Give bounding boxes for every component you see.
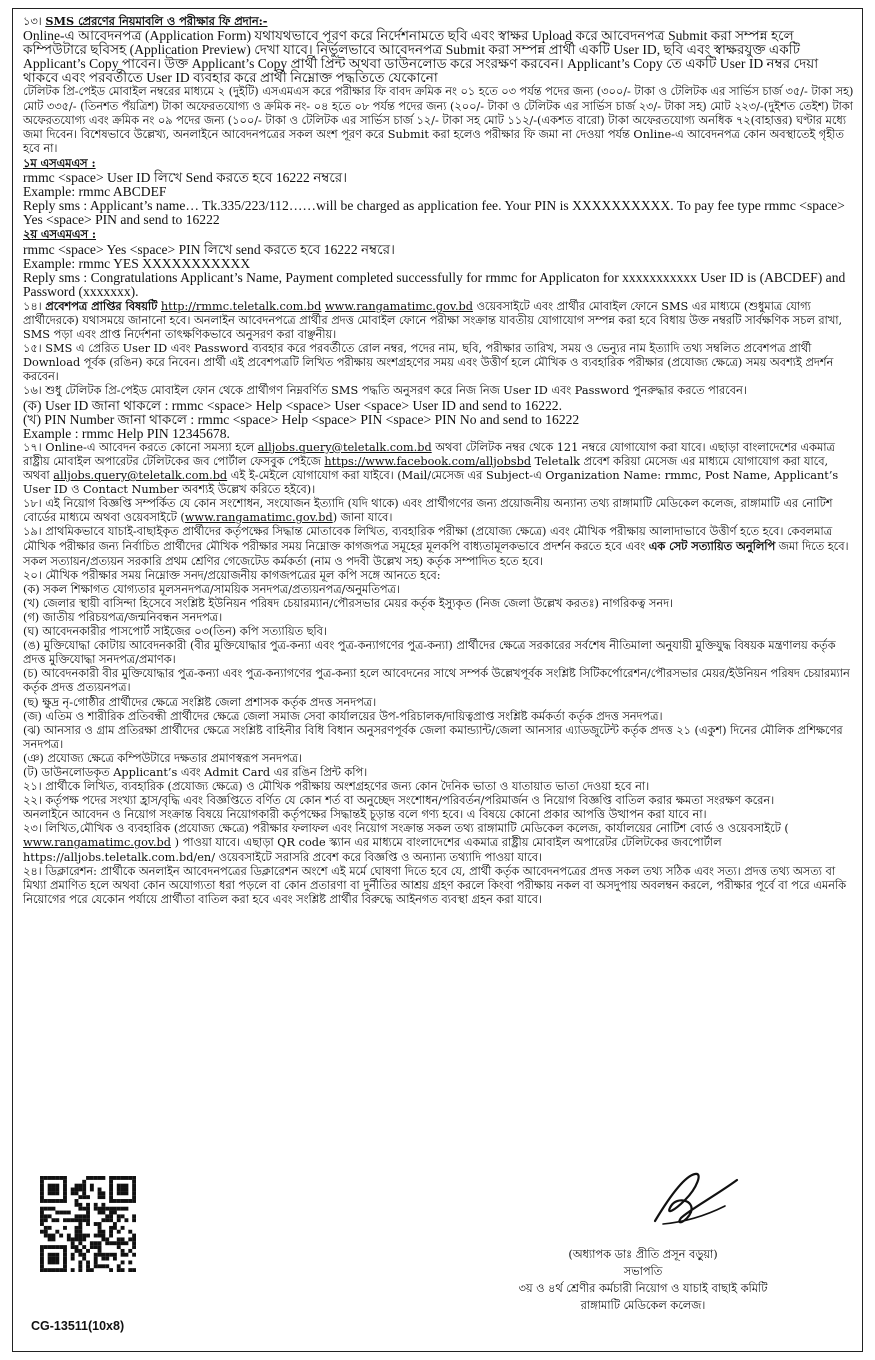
paragraph-text: (গ) জাতীয় পরিচয়পত্র/জন্মনিবন্ধন সনদপত্র। [23, 610, 223, 624]
notice-paragraph [23, 227, 854, 242]
paragraph-text: ১৪। [23, 299, 46, 313]
notice-paragraph [23, 14, 854, 29]
notice-paragraph [23, 569, 854, 583]
link-text[interactable]: www.rangamatimc.gov.bd [23, 836, 171, 850]
notice-paragraph [23, 597, 854, 611]
committee-name: ৩য় ও ৪র্থ শ্রেণীর কর্মচারী নিয়োগ ও যাচাই বাছাই কমিটি [518, 1282, 768, 1295]
paragraph-text: ২০। মৌখিক পরীক্ষার সময় নিম্নোক্ত সনদ/প্রয়োজনীয় কাগজপত্রের মূল কপি সঙ্গে আনতে হবে: [23, 568, 441, 582]
notice-paragraph [23, 780, 854, 794]
paragraph-text: ওয়েবসাইটে এবং প্রার্থীর মোবাইল ফোনে SMS এর মাধ্যমে (শুধুমাত্র যোগ্য প্রার্থীদেরকে) যথাসময়ে জানানো হবে। অনলাইন আবেদনপত্রে প্রার্থীর প্রদত্ত মোবাইল ফোনে পরীক্ষা সংক্রান্ত যাবতীয় যোগাযোগ সম্পন্ন করা হবে বিধায় উক্ত নম্বরটি সার্বক্ষণিক সচল রাখা, SMS পড়া এবং প্রাপ্ত নির্দেশনা তাৎক্ষণিকভাবে অনুসরণ করা বাঞ্ছনীয়। [23, 299, 843, 342]
paragraph-text: Example: rmmc ABCDEF [23, 184, 167, 200]
notice-paragraph [23, 29, 854, 85]
paragraph-text: ) পাওয়া যাবে। এছাড়া QR code স্ক্যান এর মাধ্যমে বাংলাদেশের একমাত্র রাষ্ট্রীয় মোবাইল অপারেটর টেলিটকের জবপোর্টাল https://alljobs.teletalk.com.bd/en/ ওয়েবসাইটে সরাসরি প্রবেশ করে বিজ্ঞপ্তি ও অন্যান্য তথ্যাদি পাওয়া যাবে। [23, 836, 722, 864]
signature-block [453, 1246, 833, 1314]
paragraph-text: ১৭। Online-এ আবেদন করতে কোনো সমস্যা হলে [23, 440, 258, 454]
paragraph-text: ১৬। শুধু টেলিটক প্রি-পেইড মোবাইল ফোন থেকে প্রার্থীগণ নিম্নবর্ণিত SMS পদ্ধতি অনুসরণ করে নিজ নিজ User ID এবং Password পুনরুদ্ধার করতে পারবেন। [23, 384, 747, 398]
notice-paragraph [23, 766, 854, 780]
paragraph-text: Reply sms : Congratulations Applicant’s Name, Payment completed successfully for rmmc for Applicaton for xxxxxxxxxxx User ID is (ABCDEF) and Password (xxxxxxx). [23, 269, 846, 299]
paragraph-text: Online-এ আবেদনপত্র (Application Form) যথাযথভাবে পূরণ করে নির্দেশনামতে ছবি এবং স্বাক্ষর Upload করে আবেদনপত্র Submit করা সম্পন্ন হলে কম্পিউটারে ছবিসহ (Application Preview) দেখা যাবে। নির্ভুলভাবে আবেদনপত্র Submit করা সম্পন্ন প্রার্থী একটি User ID, ছবি এবং স্বাক্ষরযুক্ত একটি Applicant’s Copy পাবেন। উক্ত Applicant’s Copy প্রার্থী প্রিন্ট অথবা ডাউনলোড করে সংরক্ষণ করবেন। Applicant’s Copy তে একটি User ID নম্বর দেয়া থাকবে এবং পরবর্তীতে User ID ব্যবহার করে প্রার্থী নিম্নোক্ত পদ্ধতিতে যেকোনো [23, 28, 819, 86]
notice-paragraph [23, 257, 854, 271]
notice-paragraph [23, 413, 854, 427]
link-text[interactable]: www.rangamatimc.gov.bd [325, 299, 473, 313]
paragraph-text: (ক) সকল শিক্ষাগত যোগ্যতার মূলসনদপত্র/সাময়িক সনদপত্র/প্রত্যয়নপত্র/অনুমতিপত্র। [23, 582, 400, 596]
paragraph-text: (ক) User ID জানা থাকলে : rmmc <space> Help <space> User <space> User ID and send to 16222. [23, 397, 563, 413]
link-text[interactable]: www.rangamatimc.gov.bd [184, 511, 333, 525]
paragraph-text: rmmc <space> Yes <space> PIN লিখে send করতে হবে 16222 নম্বরে। [23, 241, 395, 257]
link-text[interactable]: alljobs.query@teletalk.com.bd [257, 440, 432, 454]
notice-paragraph [23, 808, 854, 822]
paragraph-text: (জ) এতিম ও শারীরিক প্রতিবন্ধী প্রার্থীদের ক্ষেত্রে জেলা সমাজ সেবা কার্যালয়ের উপ-পরিচালক/দায়িত্বপ্রাপ্ত সংশ্লিষ্ট কর্মকর্তা কর্তৃক প্রদত্ত সনদপত্র। [23, 709, 663, 723]
notice-paragraph [23, 85, 854, 155]
notice-paragraph [23, 299, 854, 342]
paragraph-text: (খ) জেলার স্থায়ী বাসিন্দা হিসেবে সংশ্লিষ্ট ইউনিয়ন পরিষদ চেয়ারম্যান/পৌরসভার মেয়র কর্তৃক ইস্যুকৃত (নিজ জেলা উল্লেখ করতঃ) নাগরিকত্ব সনদ। [23, 596, 674, 610]
notice-paragraph [23, 752, 854, 766]
paragraph-text: (ঙ) মুক্তিযোদ্ধা কোটায় আবেদনকারী (বীর মুক্তিযোদ্ধার পুত্র-কন্যা এবং পুত্র-কন্যাগণের পুত্র-কন্যা) প্রার্থীদের ক্ষেত্রে সরকারের সর্বশেষ নীতিমালা অনুযায়ী মুক্তিযুদ্ধ বিষয়ক মন্ত্রণালয় কর্তৃক প্রদত্ত মুক্তিযোদ্ধা সনদপত্র/প্রমাণক। [23, 639, 836, 667]
paragraph-text: টেলিটক প্রি-পেইড মোবাইল নম্বরের মাধ্যমে ২ (দুইটি) এসএমএস করে পরীক্ষার ফি বাবদ ক্রমিক নং ০১ হতে ০৩ পর্যন্ত পদের জন্য (৩০০/- টাকা ও টেলিটক এর সার্ভিস চার্জ ৩৫/- টাকা সহ) মোট ৩৩৫/- (তিনশত পঁয়ত্রিশ) টাকা অফেরতযোগ্য ও ক্রমিক নং- ০৪ হতে ০৮ পর্যন্ত পদের জন্য (২০০/- টাকা ও টেলিটক এর সার্ভিস চার্জ ২৩/- টাকা সহ) মোট ২২৩/-(দুইশত তেইশ) টাকা অফেরতযোগ্য এবং ক্রমিক নং ০৯ পদের জন্য (১০০/- টাকা ও টেলিটক এর সার্ভিস চার্জ ১২/- টাকা সহ মোট ১১২/-(একশত বারো) টাকা অফেরতযোগ্য অনধিক ৭২(বাহাত্তর) ঘণ্টার মধ্যে জমা দিবেন। বিশেষভাবে উল্লেখ্য, অনলাইনে আবেদনপত্রের সকল অংশ পূরণ করে Submit করা হলেও পরীক্ষার ফি জমা না দেওয়া পর্যন্ত Online-এ আবেদনপত্র কোন অবস্থাতেই গৃহীত হবে না। [23, 85, 854, 155]
notice-paragraph [23, 710, 854, 724]
institution-name: রাঙ্গামাটি মেডিকেল কলেজ। [580, 1299, 706, 1312]
paragraph-text: (খ) PIN Number জানা থাকলে : rmmc <space> Help <space> PIN <space> PIN No and send to 16222 [23, 411, 580, 427]
signatory-title: সভাপতি [623, 1265, 663, 1278]
notice-paragraph [23, 185, 854, 199]
signatory-name: (অধ্যাপক ডাঃ প্রীতি প্রসূন বড়ুয়া) [568, 1248, 718, 1261]
notice-paragraph [23, 724, 854, 752]
paragraph-text: ১৯। প্রাথমিকভাবে যাচাই-বাছাইকৃত প্রার্থীদের কর্তৃপক্ষের সিদ্ধান্ত মোতাবেক লিখিত, ব্যবহারিক পরীক্ষা (প্রযোজ্য ক্ষেত্রে) এবং মৌখিক পরীক্ষায় আলাদাভাবে উত্তীর্ণ হতে হবে। কেবলমাত্র মৌখিক পরীক্ষার জন্য নির্বাচিত প্রার্থীদের মৌখিক পরীক্ষার সময় নিম্নোক্ত কাগজপত্র সমূহের মূলকপি বাধ্যতামূলকভাবে প্রদর্শন করতে হবে এবং [23, 525, 832, 554]
paragraph-text: এই ই-মেইলে যোগাযোগ করা যাইবে। (Mail/মেসেজ এর Subject-এ Organization Name: rmmc, Post Name, Applicant’s User ID ও Contact Number অবশ্যই উল্লেখ করিতে হইবে)। [23, 469, 839, 497]
reference-code: CG-13511(10x8) [31, 1319, 125, 1333]
notice-paragraph [23, 865, 854, 907]
paragraph-text: (ট) ডাউনলোডকৃত Applicant’s এবং Admit Card এর রঙিন প্রিন্ট কপি। [23, 765, 368, 779]
notice-paragraph [23, 696, 854, 710]
notice-paragraph [23, 583, 854, 597]
notice-paragraph [23, 822, 854, 864]
paragraph-text: ১ম এসএমএস : [23, 155, 96, 170]
paragraph-text: Example: rmmc YES XXXXXXXXXXX [23, 255, 251, 271]
paragraph-text: ২৪। ডিক্লারেশন: প্রার্থীকে অনলাইন আবেদনপত্রের ডিক্লারেশন অংশে এই মর্মে ঘোষণা দিতে হবে যে, প্রার্থী কর্তৃক আবেদনপত্রের প্রদত্ত সকল তথ্য সঠিক এবং সত্য। প্রদত্ত তথ্য অসত্য বা মিথ্যা প্রমাণিত হলে অথবা কোন অযোগ্যতা ধরা পড়লে বা কোন প্রতারণা বা দুর্নীতির আশ্রয় গ্রহণ করলে কিংবা পরীক্ষায় নকল বা অসদুপায় অবলম্বন করলে, পরীক্ষার পূর্বে বা পরে এমনকি নিয়োগের পরে যেকোন পর্যায়ে প্রার্থীতা বাতিল করা হবে এবং সংশ্লিষ্ট প্রার্থীর বিরুদ্ধে আইনগত ব্যবস্থা গ্রহন করা যাবে। [23, 864, 846, 906]
paragraph-text: এক সেট সত্যায়িত অনুলিপি [648, 539, 776, 554]
paragraph-text: (ঞ) প্রযোজ্য ক্ষেত্রে কম্পিউটারে দক্ষতার প্রমাণস্বরূপ সনদপত্র। [23, 751, 302, 765]
link-text[interactable]: alljobs.query@teletalk.com.bd [53, 469, 228, 482]
qr-code[interactable] [40, 1176, 136, 1272]
notice-paragraph [23, 384, 854, 398]
notice-paragraph [23, 171, 854, 185]
paragraph-text: ১৩। [23, 15, 46, 28]
notice-paragraph [23, 525, 854, 568]
notice-paragraph [23, 625, 854, 639]
paragraph-text: Example : rmmc Help PIN 12345678. [23, 425, 230, 441]
notice-paragraph [23, 611, 854, 625]
paragraph-text: (চ) আবেদনকারী বীর মুক্তিযোদ্ধার পুত্র-কন্যা এবং পুত্র-কন্যাগণের পুত্র-কন্যা হলে আবেদনের সাথে সম্পর্ক উল্লেখপূর্বক সংশ্লিষ্ট সিটিকর্পোরেশন/পৌরসভার মেয়র/ইউনিয়ন পরিষদ চেয়ারম্যান কর্তৃক প্রদত্ত প্রত্যয়নপত্র। [23, 667, 850, 695]
paragraph-text: ২১। প্রার্থীকে লিখিত, ব্যবহারিক (প্রযোজ্য ক্ষেত্রে) ও মৌখিক পরীক্ষায় অংশগ্রহণের জন্য কোন দৈনিক ভাতা ও যাতায়াত ভাতা দেওয়া হবে না। [23, 780, 650, 794]
notice-paragraph [23, 199, 854, 227]
notice-document [12, 8, 863, 1352]
notice-paragraph [23, 667, 854, 695]
notice-body [23, 14, 854, 907]
notice-paragraph [23, 427, 854, 441]
notice-paragraph [23, 794, 854, 808]
signature-image [625, 1166, 745, 1236]
paragraph-text: ২য় এসএমএস : [23, 227, 97, 242]
paragraph-text: (ঘ) আবেদনকারীর পাসপোর্ট সাইজের ০৩(তিন) কপি সত্যায়িত ছবি। [23, 625, 327, 639]
paragraph-text: অনলাইনে আবেদন ও নিয়োগ সংক্রান্ত বিষয়ে নিয়োগকারী কর্তৃপক্ষের সিদ্ধান্তই চূড়ান্ত বলে গণ্য হবে। এ বিষয়ে কোনো প্রকার আপত্তি উত্থাপন করা যাবে না। [23, 808, 707, 822]
link-text[interactable]: https://www.facebook.com/alljobsbd [324, 454, 532, 468]
paragraph-text: SMS প্রেরণের নিয়মাবলি ও পরীক্ষার ফি প্রদান:- [45, 14, 268, 28]
paragraph-text: ২৩। লিখিত,মৌখিক ও ব্যবহারিক (প্রযোজ্য ক্ষেত্রে) পরীক্ষার ফলাফল এবং নিয়োগ সংক্রান্ত সকল তথ্য রাঙ্গামাটি মেডিকেল কলেজ, কার্যালয়ের নোটিশ বোর্ড ও ওয়েবসাইটে ( [23, 822, 789, 836]
paragraph-text: ১৮। এই নিয়োগ বিজ্ঞপ্তি সম্পর্কিত যে কোন সংশোধন, সংযোজন ইত্যাদি (যদি থাকে) এবং প্রার্থীগণের জন্য প্রয়োজনীয় অন্যান্য তথ্য রাঙ্গামাটি মেডিকেল কলেজ, রাঙ্গামাটি এর নোটিশ বোর্ডের মাধ্যমে অথবা ওয়েবসাইটে ( [23, 497, 833, 525]
notice-paragraph [23, 497, 854, 525]
link-text[interactable]: http://rmmc.teletalk.com.bd [160, 299, 322, 313]
paragraph-text: ২২। কর্তৃপক্ষ পদের সংখ্যা হ্রাস/বৃদ্ধি এবং বিজ্ঞপ্তিতে বর্ণিত যে কোন শর্ত বা অনুচ্ছেদ সংশোধন/পরিবর্তন/পরিমার্জন ও নিয়োগ বিজ্ঞপ্তি বাতিল করার ক্ষমতা সংরক্ষণ করেন। [23, 794, 775, 808]
paragraph-text: (ঝ) আনসার ও গ্রাম প্রতিরক্ষা প্রার্থীদের ক্ষেত্রে সংশ্লিষ্ট বাহিনীর বিধি বিধান অনুসরণপূর্বক জেলা কমান্ড্যান্ট/জেলা আনসার এ্যাডজুটেন্ট কর্তৃক প্রদত্ত ২১ (একুশ) দিনের মৌলিক প্রশিক্ষণের সনদপত্র। [23, 723, 843, 751]
paragraph-text: অথবা টেলিটক নম্বর থেকে 121 নম্বরে যোগাযোগ করা যাবে। এছাড়া বাংলাদেশের একমাত্র রাষ্ট্রীয় মোবাইল অপারেটর টেলিটকের জব পোর্টাল ফেসবুক পেইজে [23, 440, 835, 468]
paragraph-text: Reply sms : Applicant’s name… Tk.335/223/112……will be charged as application fee. Your PIN is XXXXXXXXXX. To pay fee type rmmc <space> Yes <space> PIN and send to 16222 [23, 198, 845, 228]
paragraph-text: প্রবেশপত্র প্রাপ্তির বিষয়টি [45, 298, 158, 313]
paragraph-text: ১৫। SMS এ প্রেরিত User ID এবং Password ব্যবহার করে পরবর্তীতে রোল নম্বর, পদের নাম, ছবি, পরীক্ষার তারিখ, সময় ও ভেন্যুর নাম ইত্যাদি তথ্য সম্বলিত প্রবেশপত্র প্রার্থী Download পূর্বক (রঙিন) করে নিবেন। প্রার্থী এই প্রবেশপত্রটি লিখিত পরীক্ষায় অংশগ্রহণের সময় এবং উত্তীর্ণ হলে মৌখিক ও ব্যবহারিক পরীক্ষার (প্রযোজ্য ক্ষেত্রে) সময় অবশ্যই প্রদর্শন করবেন। [23, 342, 834, 384]
notice-paragraph [23, 639, 854, 667]
notice-paragraph [23, 399, 854, 413]
notice-paragraph [23, 271, 854, 299]
notice-paragraph [23, 243, 854, 257]
notice-footer [13, 1166, 862, 1351]
notice-paragraph [23, 156, 854, 171]
paragraph-text: (ছ) ক্ষুদ্র নৃ-গোষ্ঠীর প্রার্থীদের ক্ষেত্রে সংশ্লিষ্ট জেলা প্রশাসক কর্তৃক প্রদত্ত সনদপত্র। [23, 695, 377, 709]
notice-paragraph [23, 441, 854, 497]
notice-paragraph [23, 342, 854, 384]
paragraph-text: Teletalk প্রবেশ করিয়া মেসেজ এর মাধ্যমে যোগাযোগ করা যাবে, অথবা [23, 454, 829, 482]
paragraph-text: জমা দিতে হবে। সকল সত্যায়ন/প্রত্যয়ন সরকারি প্রথম শ্রেণির গেজেটেড কর্মকর্তা (নাম ও পদবী উল্লেখ সহ) কর্তৃক সম্পাদিত হতে হবে। [23, 540, 849, 568]
paragraph-text: ) জানা যাবে। [332, 511, 393, 525]
paragraph-text: rmmc <space> User ID লিখে Send করতে হবে 16222 নম্বরে। [23, 170, 348, 186]
